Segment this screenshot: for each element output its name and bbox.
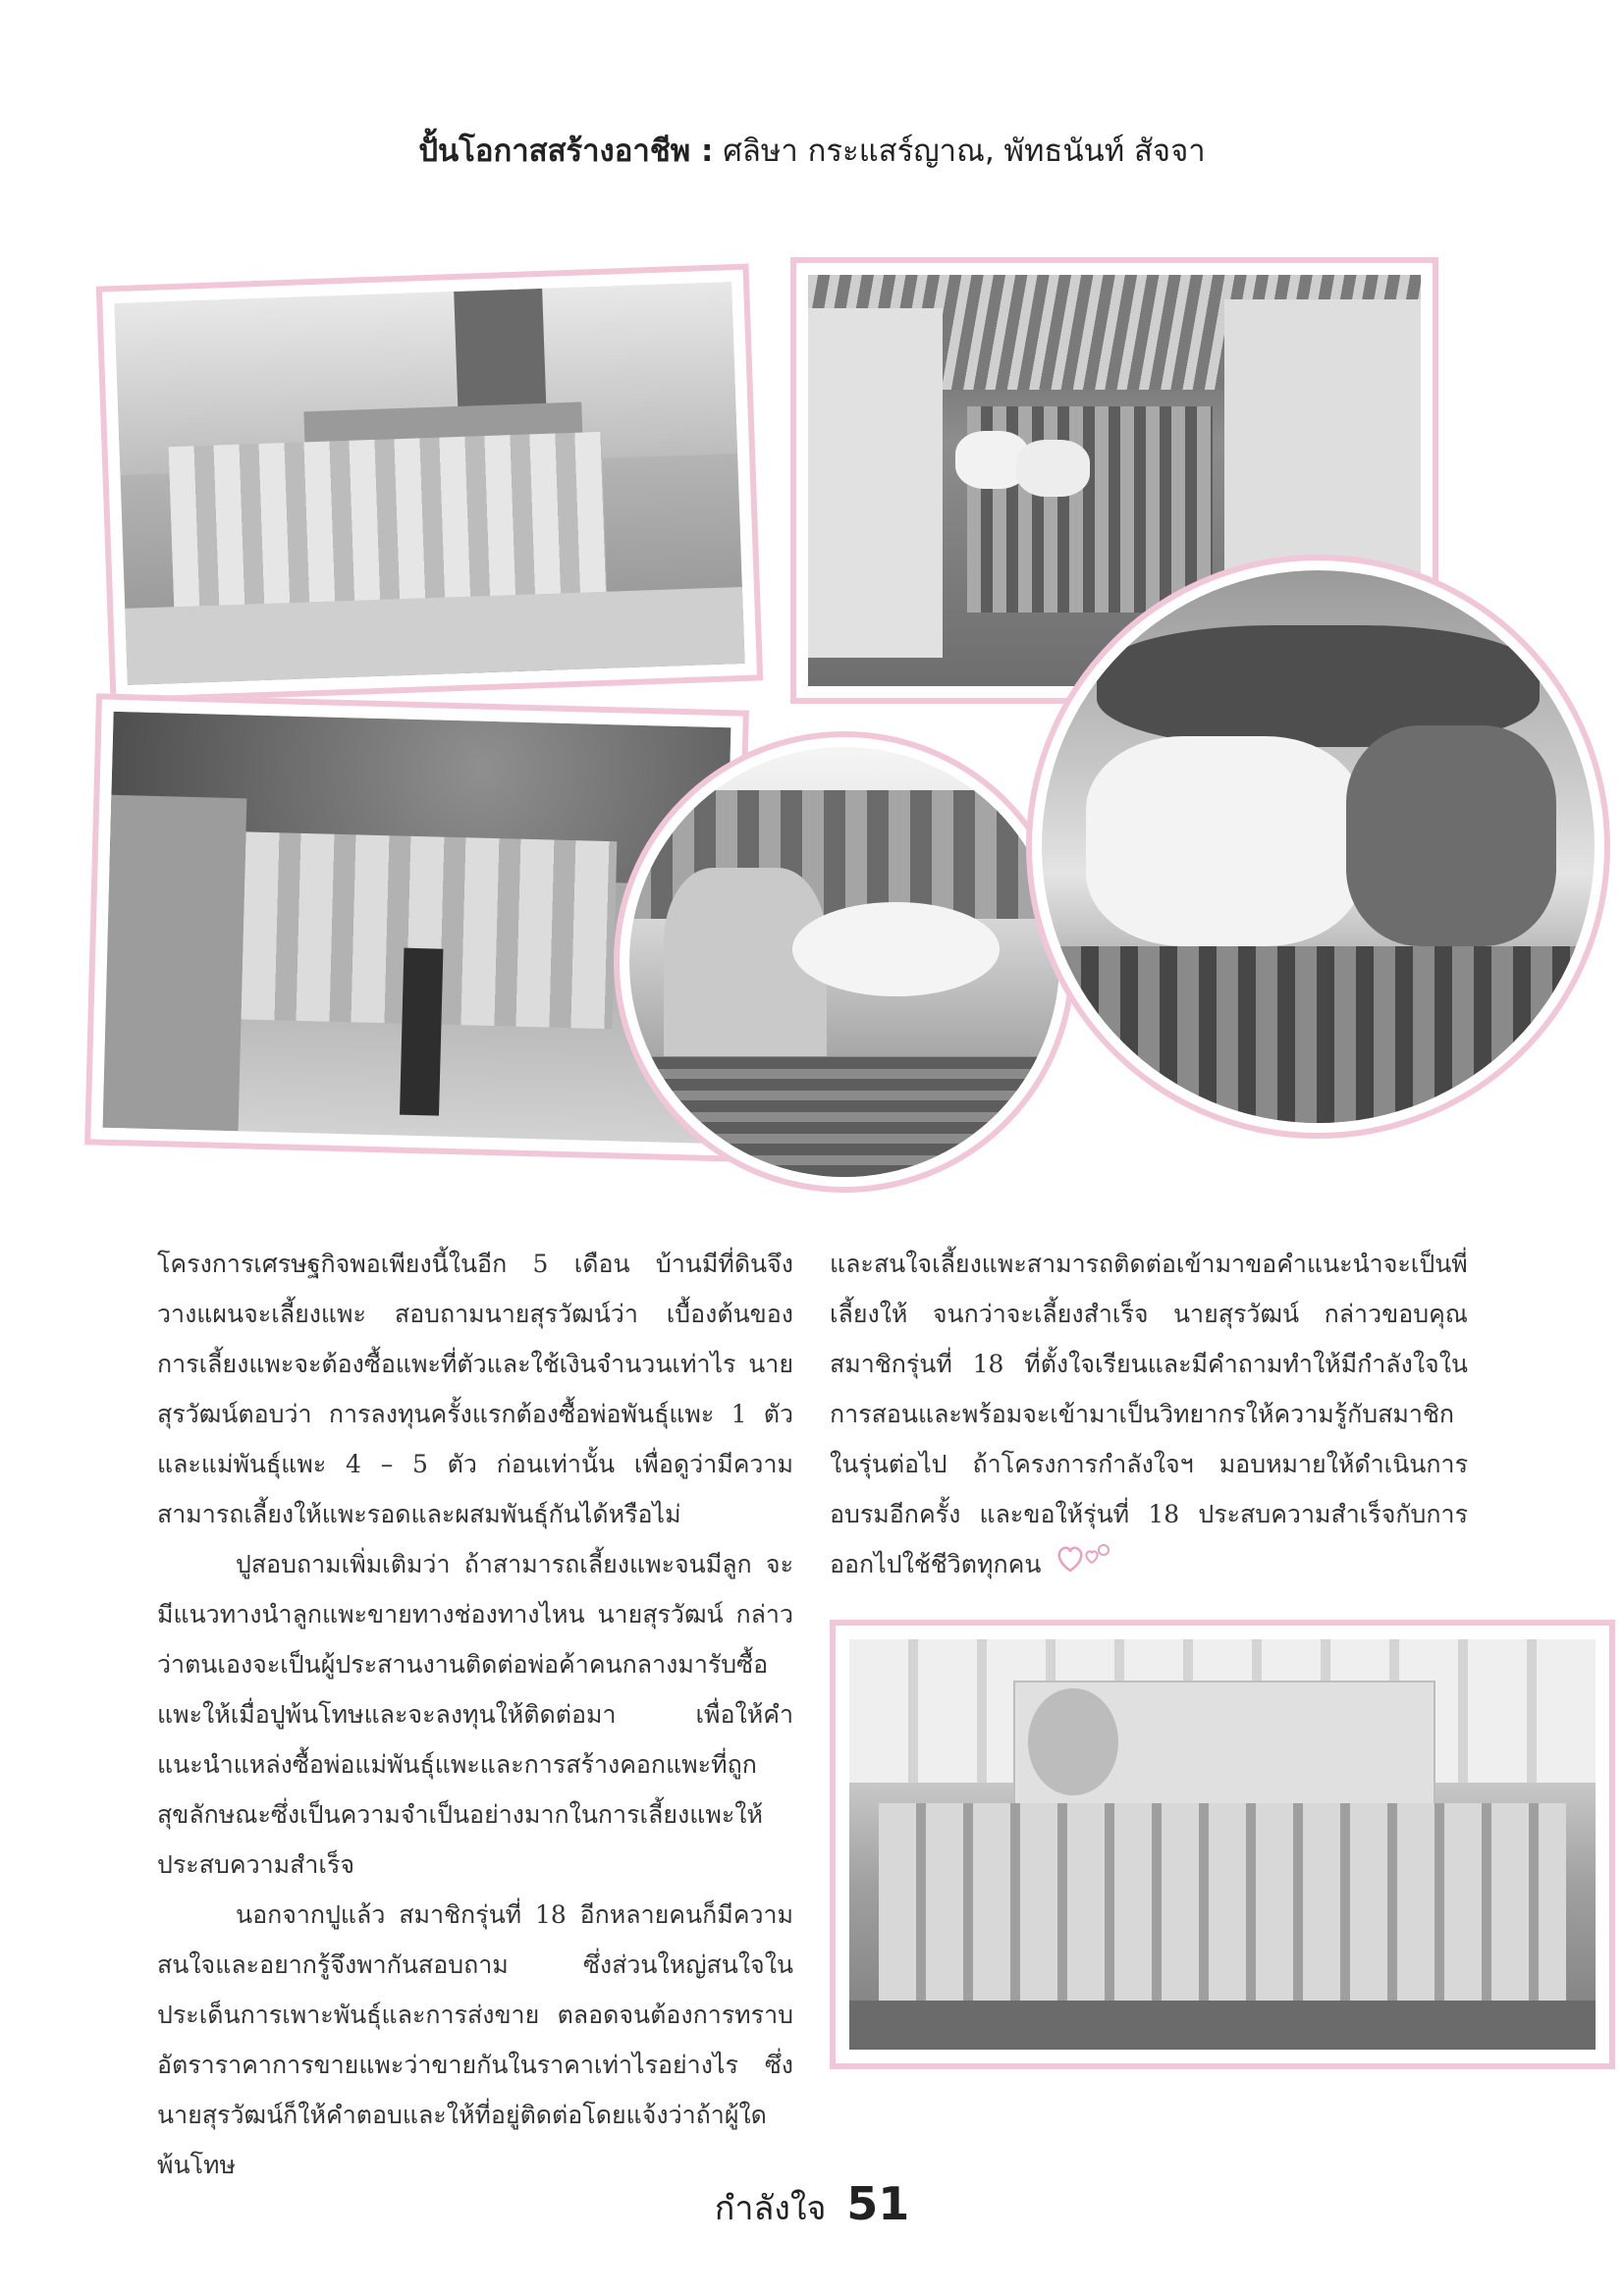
authors: ศลิษา กระแสร์ญาณ, พัทธนันท์ สัจจา — [723, 133, 1206, 169]
group-portrait-photo — [830, 1620, 1615, 2069]
goats-closeup-photo — [1026, 555, 1610, 1139]
heart-icon — [1055, 1541, 1113, 1591]
left-text-column — [157, 1239, 793, 2190]
petting-goat-photo — [614, 731, 1075, 1193]
section-title: ปั้นโอกาสสร้างอาชีพ : — [418, 133, 714, 169]
magazine-name: กำลังใจ — [714, 2189, 827, 2228]
paragraph — [830, 1239, 1468, 1591]
paragraph-text: และสนใจเลี้ยงแพะสามารถติดต่อเข้ามาขอคำแนะนำจะเป็นพี่เลี้ยงให้ จนกว่าจะเลี้ยงสำเร็จ นายสุรวัฒน์ กล่าวขอบคุณสมาชิกรุ่นที่ 18 ที่ตั้งใจเรียนและมีคำถามทำให้มีกำลังใจในการสอนและพร้อมจะเข้ามาเป็นวิทยากรให้ความรู้กับสมาชิกในรุ่นต่อไป ถ้าโครงการกำลังใจฯ มอบหมายให้ดำเนินการอบรมอีกครั้ง และขอให้รุ่นที่ 18 ประสบความสำเร็จกับการออกไปใช้ชีวิตทุกคน — [830, 1250, 1468, 1578]
group-outdoor-photo — [96, 264, 763, 704]
right-text-column — [830, 1239, 1468, 1591]
page-number: 51 — [846, 2177, 910, 2230]
paragraph: ปูสอบถามเพิ่มเติมว่า ถ้าสามารถเลี้ยงแพะจนมีลูก จะมีแนวทางนำลูกแพะขายทางช่องทางไหน นายสุรวัฒน์ กล่าวว่าตนเองจะเป็นผู้ประสานงานติดต่อพ่อค้าคนกลางมารับซื้อแพะให้เมื่อปูพ้นโทษและจะลงทุนให้ติดต่อมา เพื่อให้คำแนะนำแหล่งซื้อพ่อแม่พันธุ์แพะและการสร้างคอกแพะที่ถูกสุขลักษณะซึ่งเป็นความจำเป็นอย่างมากในการเลี้ยงแพะให้ประสบความสำเร็จ — [157, 1550, 793, 1879]
page-footer — [0, 2177, 1624, 2234]
page-header — [0, 126, 1624, 175]
paragraph: โครงการเศรษฐกิจพอเพียงนี้ในอีก 5 เดือน บ้านมีที่ดินจึงวางแผนจะเลี้ยงแพะ สอบถามนายสุรวัฒน์ว่า เบื้องต้นของการเลี้ยงแพะจะต้องซื้อแพะที่ตัวและใช้เงินจำนวนเท่าไร นายสุรวัฒน์ตอบว่า การลงทุนครั้งแรกต้องซื้อพ่อพันธุ์แพะ 1 ตัว และแม่พันธุ์แพะ 4 – 5 ตัว ก่อนเท่านั้น เพื่อดูว่ามีความสามารถเลี้ยงให้แพะรอดและผสมพันธุ์กันได้หรือไม่ — [157, 1250, 793, 1528]
paragraph: นอกจากปูแล้ว สมาชิกรุ่นที่ 18 อีกหลายคนก็มีความสนใจและอยากรู้จึงพากันสอบถาม ซึ่งส่วนใหญ่สนใจในประเด็นการเพาะพันธุ์และการส่งขาย ตลอดจนต้องการทราบอัตราราคาการขายแพะว่าขายกันในราคาเท่าไรอย่างไร ซึ่งนายสุรวัฒน์ก็ให้คำตอบและให้ที่อยู่ติดต่อโดยแจ้งว่าถ้าผู้ใดพ้นโทษ — [157, 1900, 793, 2179]
